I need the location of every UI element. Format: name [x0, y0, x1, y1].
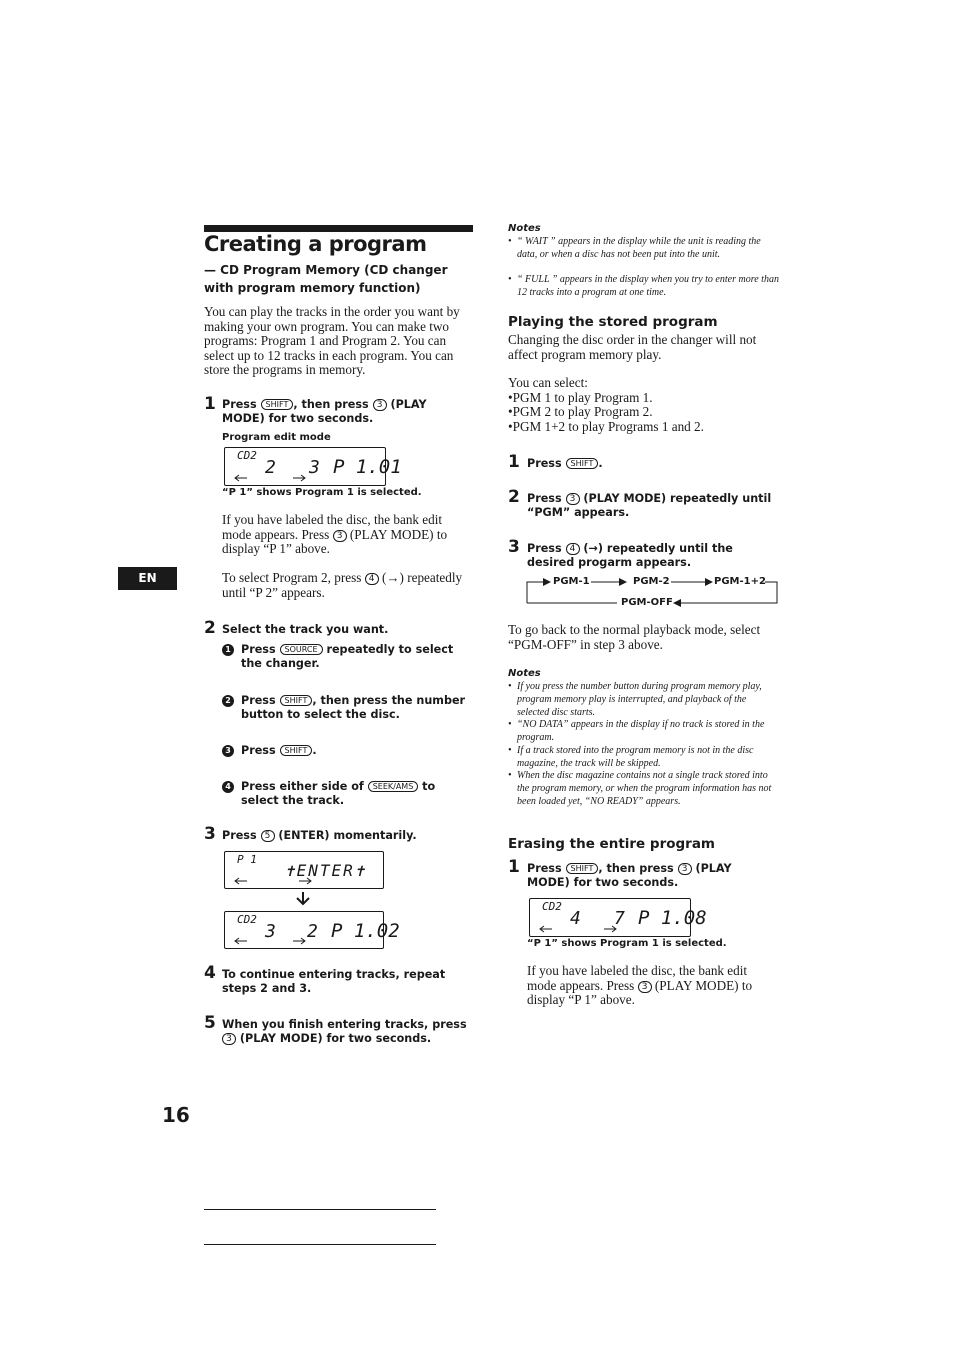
footer-rule [204, 1244, 436, 1245]
lcd-disc: 4 [570, 908, 581, 929]
step-4-text: To continue entering tracks, repeat steps 2 and 3. [222, 968, 446, 996]
note-item: “ WAIT ” appears in the display while the unit is reading the data, or when a disc has not been put into the unit. [517, 236, 761, 260]
lcd-display [224, 911, 400, 949]
lcd-program: P 1.08 [638, 907, 707, 929]
section-heading: Erasing the entire program [508, 836, 716, 852]
list-item: •PGM 1 to play Program 1. [508, 390, 653, 405]
flow-pgm2: PGM-2 [633, 576, 670, 587]
step-text: Press 3 (PLAY MODE) repeatedly until “PGM” appears. [527, 492, 772, 520]
lcd-cd-label: CD2 [237, 913, 257, 926]
lcd-display [224, 447, 402, 486]
list-item: •PGM 1+2 to play Programs 1 and 2. [508, 419, 704, 434]
step-number: 5 [204, 1013, 216, 1033]
lcd-disc: 3 [265, 921, 276, 942]
shift-key: SHIFT [280, 695, 313, 706]
paragraph: If you have labeled the disc, the bank edit mode appears. Press 3 (PLAY MODE) to display “P 1” above. [527, 963, 753, 1008]
lcd-track: 3 [309, 457, 320, 478]
key-3: 3 [638, 981, 652, 993]
lcd-program: P 1.02 [331, 920, 400, 942]
step-text: Press SHIFT , then press 3 (PLAY MODE) for two seconds. [527, 862, 732, 890]
substep-text: Press either side of SEEK/AMS to select the track. [241, 780, 436, 808]
notes-heading: Notes [508, 223, 541, 234]
title-rule [204, 225, 473, 232]
lcd-track: 2 [307, 921, 318, 942]
step-number: 1 [508, 857, 520, 877]
flow-pgm12: PGM-1+2 [714, 576, 766, 587]
step-number: 1 [508, 452, 520, 472]
note-item: “NO DATA” appears in the display if no track is stored in the program. [517, 719, 765, 743]
circled-number: 2 [222, 694, 234, 708]
caption: “P 1” shows Program 1 is selected. [222, 487, 422, 498]
key-4: 4 [566, 543, 580, 555]
step-number: 1 [204, 394, 216, 414]
note-item: When the disc magazine contains not a single track stored into the program memory, or when the program information has not been loaded yet, “NO READY” appears. [517, 770, 772, 807]
paragraph: You can select: [508, 375, 588, 390]
key-3: 3 [678, 863, 692, 875]
step-5-text: When you finish entering tracks, press 3 (PLAY MODE) for two seconds. [222, 1018, 467, 1046]
step-number: 4 [204, 963, 216, 983]
page-subtitle: — CD Program Memory (CD changer with program memory function) [204, 263, 448, 295]
lcd-disc: 2 [265, 457, 276, 478]
bullet: • [508, 770, 512, 781]
lcd-program: P 1.01 [333, 456, 402, 478]
list-item: •PGM 2 to play Program 2. [508, 404, 653, 419]
step-text: Press 4 (→) repeatedly until the desired progarm appears. [527, 542, 733, 570]
key-5: 5 [261, 830, 275, 842]
shift-key: SHIFT [280, 745, 313, 756]
circled-number: 3 [222, 744, 234, 758]
section-heading: Playing the stored program [508, 314, 718, 330]
notes-heading: Notes [508, 668, 541, 679]
shift-key: SHIFT [261, 399, 294, 410]
bullet: • [508, 236, 512, 247]
key-4: 4 [365, 573, 379, 585]
step-3-text: Press 5 (ENTER) momentarily. [222, 829, 417, 842]
shift-key: SHIFT [566, 458, 599, 469]
source-key: SOURCE [280, 644, 323, 655]
note-item: If you press the number button during program memory play, program memory play is interrupted, and playback of the selected disc starts. [517, 681, 762, 718]
flow-pgm1: PGM-1 [553, 576, 590, 587]
substep-text: Press SHIFT . [241, 744, 317, 757]
page-title: Creating a program [204, 232, 427, 256]
step-2-text: Select the track you want. [222, 623, 389, 636]
note-item: “ FULL ” appears in the display when you try to enter more than 12 tracks into a program at one time. [517, 274, 779, 298]
bullet: • [508, 274, 512, 285]
lcd-cd-label: CD2 [542, 900, 562, 913]
step-number: 3 [204, 824, 216, 844]
arrow-icon [233, 473, 313, 483]
step-1-text: Press SHIFT , then press 3 (PLAY MODE) for two seconds. [222, 398, 427, 426]
edit-mode-label: Program edit mode [222, 432, 331, 443]
lcd-cd-label: CD2 [237, 449, 257, 462]
shift-key: SHIFT [566, 863, 599, 874]
seek-ams-key: SEEK/AMS [368, 781, 419, 792]
lcd-program: P 1 [237, 853, 257, 866]
page-number: 16 [162, 1103, 190, 1127]
arrow-icon [233, 876, 313, 886]
note-item: If a track stored into the program memory is not in the disc magazine, the track will be skipped. [517, 745, 754, 769]
key-3: 3 [373, 399, 387, 411]
circled-number: 1 [222, 643, 234, 657]
footer-rule [204, 1209, 436, 1210]
bullet: • [508, 719, 512, 730]
flow-pgm-off: PGM-OFF [621, 597, 673, 608]
arrow-icon [233, 936, 313, 946]
step-number: 2 [204, 618, 216, 638]
down-arrow-icon [295, 891, 311, 907]
circled-number: 4 [222, 780, 234, 794]
paragraph: Changing the disc order in the changer will not affect program memory play. [508, 332, 757, 362]
step-number: 2 [508, 487, 520, 507]
paragraph: To select Program 2, press 4 (→) repeatedly until “P 2” appears. [222, 570, 463, 600]
step-number: 3 [508, 537, 520, 557]
language-tab: EN [118, 567, 177, 590]
substep-text: Press SHIFT , then press the number button to select the disc. [241, 694, 466, 722]
bullet: • [508, 681, 512, 692]
lcd-track: 7 [614, 908, 625, 929]
intro-paragraph: You can play the tracks in the order you want by making your own program. You can make two programs: Program 1 and Program 2. You can select up to 12 tracks in each program. You can store the programs in memory. [204, 304, 460, 378]
bullet: • [508, 745, 512, 756]
step-text: Press SHIFT . [527, 457, 603, 470]
key-3: 3 [222, 1033, 236, 1045]
substep-text: Press SOURCE repeatedly to select the changer. [241, 643, 454, 671]
key-3: 3 [566, 493, 580, 505]
lcd-display [529, 898, 707, 937]
caption: “P 1” shows Program 1 is selected. [527, 938, 727, 949]
arrow-icon [538, 924, 618, 934]
paragraph: To go back to the normal playback mode, select “PGM-OFF” in step 3 above. [508, 622, 761, 652]
lcd-enter-text: ✝ENTER✝ [285, 861, 367, 880]
lcd-display [224, 851, 384, 889]
paragraph: If you have labeled the disc, the bank edit mode appears. Press 3 (PLAY MODE) to display “P 1” above. [222, 512, 448, 557]
key-3: 3 [333, 530, 347, 542]
